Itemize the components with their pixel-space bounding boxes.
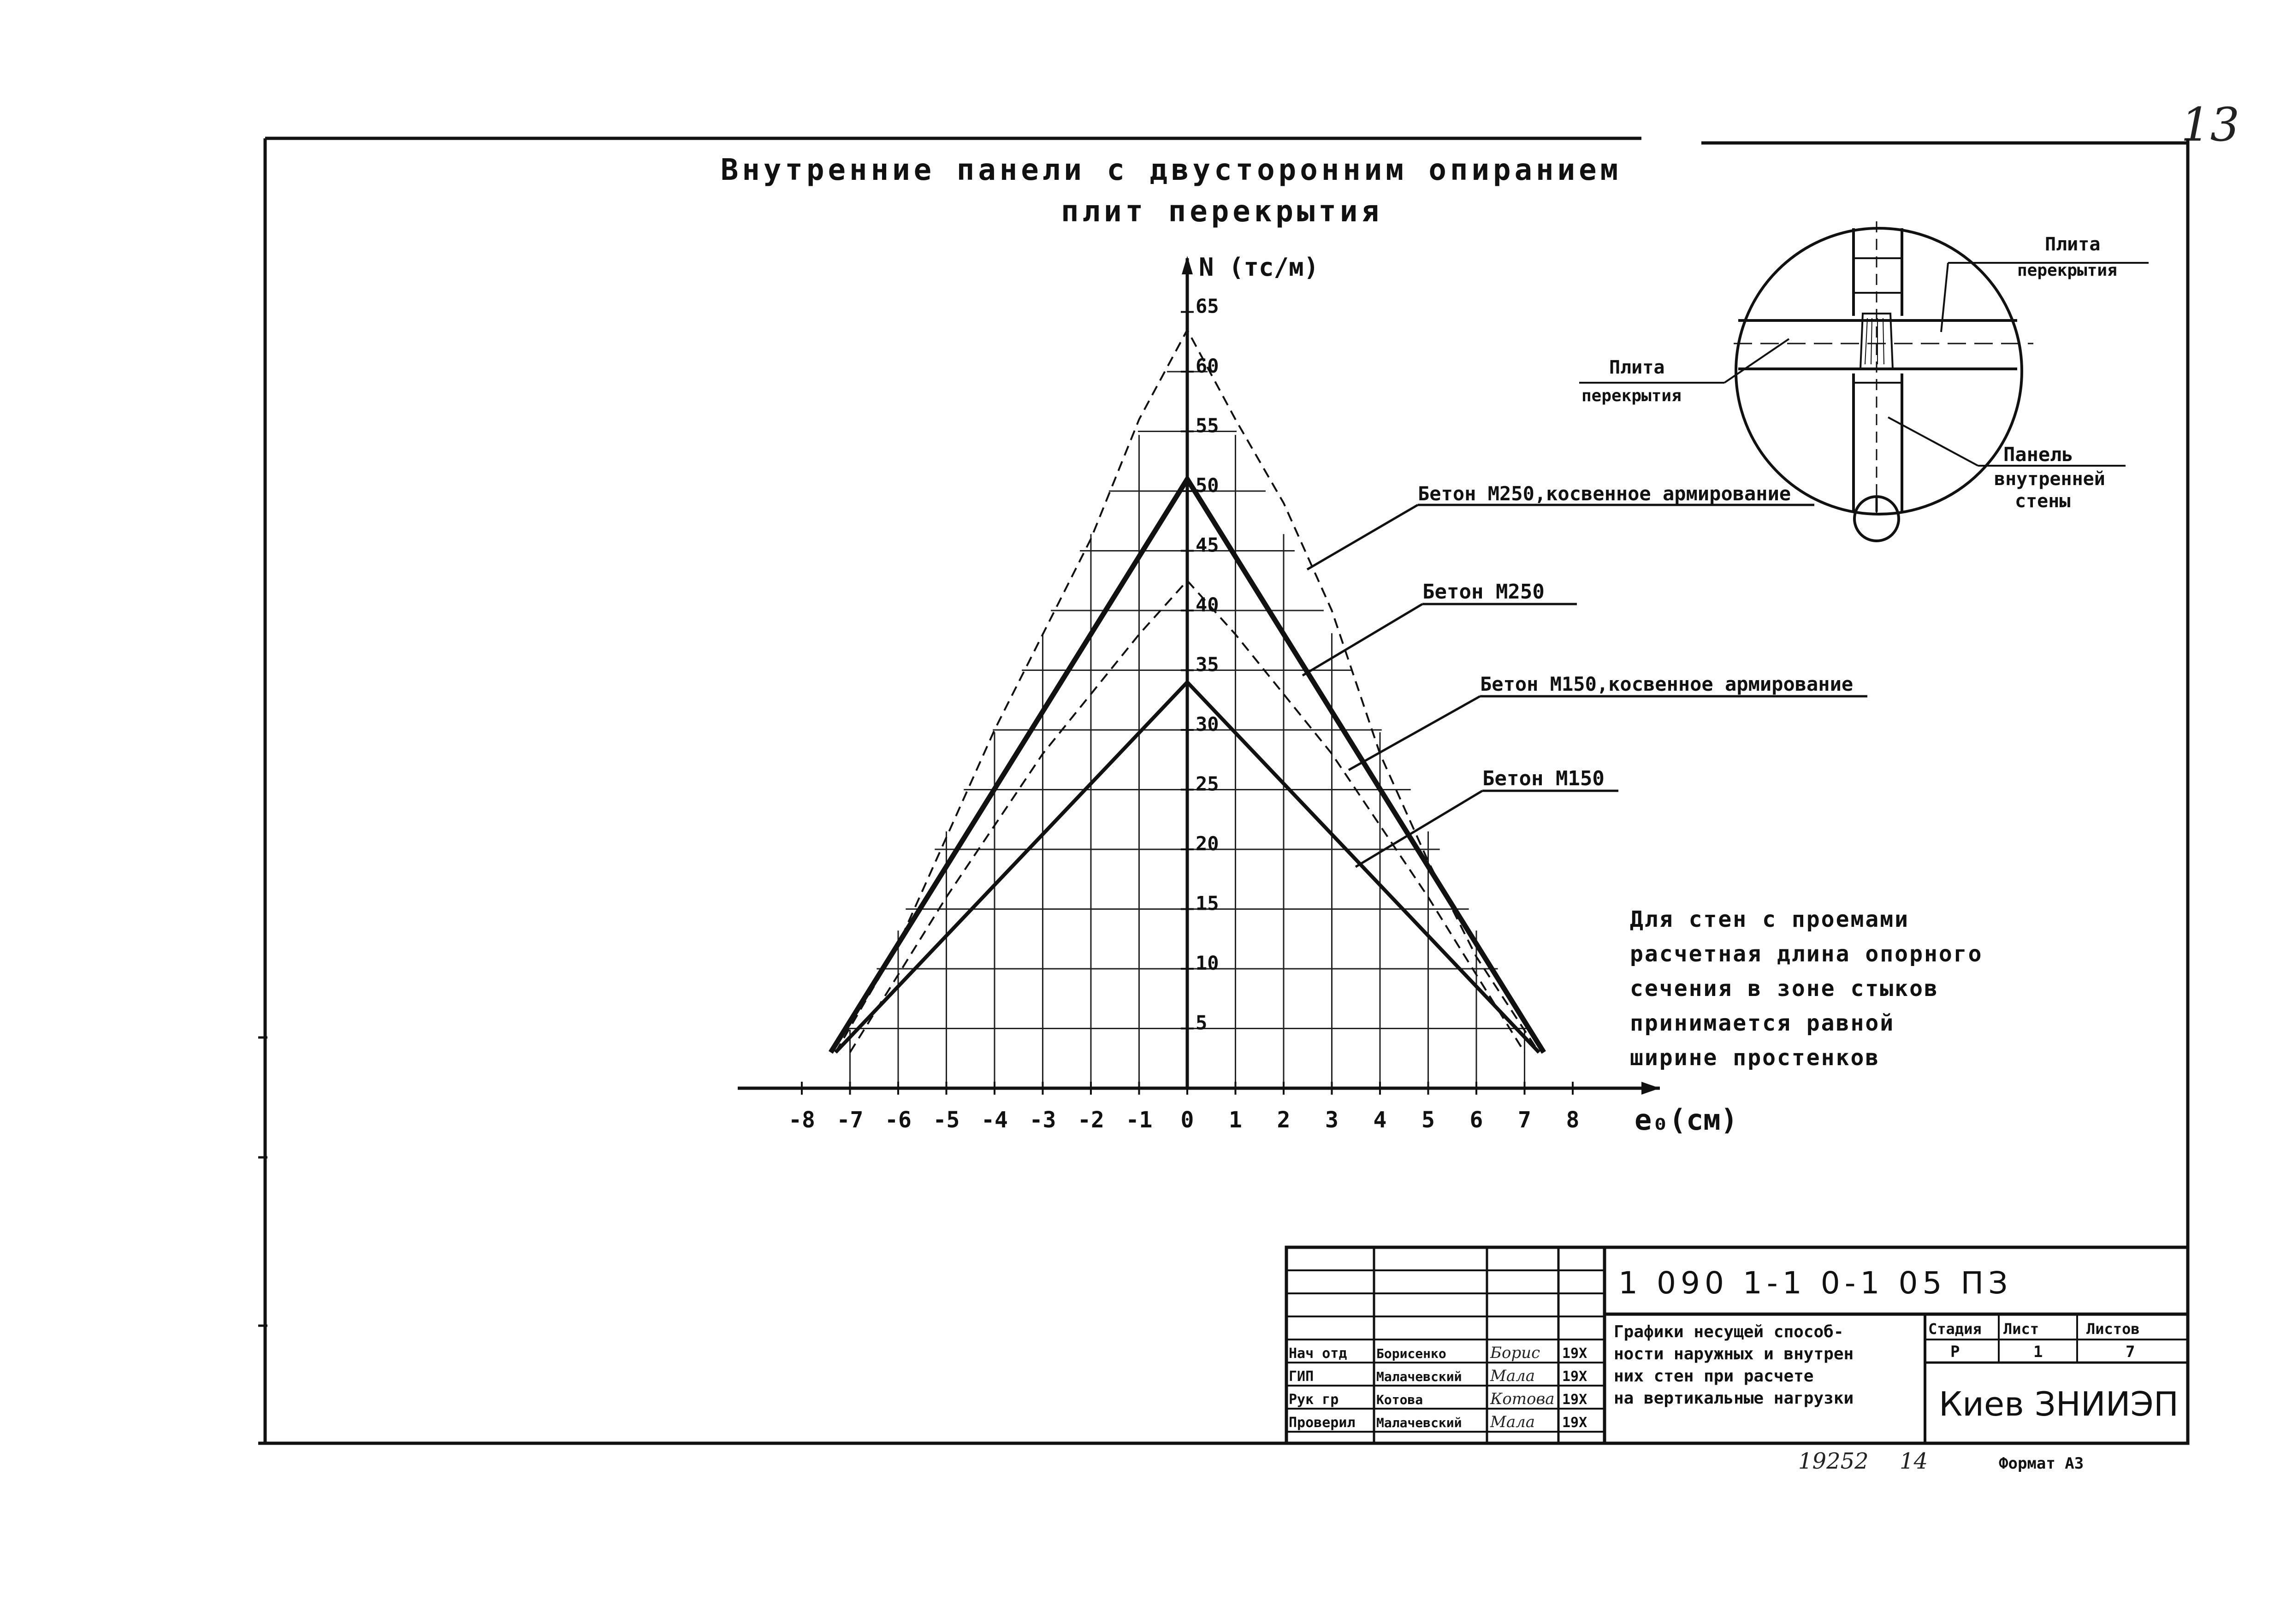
role-name: Малачевский — [1376, 1369, 1462, 1384]
slab-label-right-1: Плита — [2045, 234, 2101, 255]
role-signature: Котова — [1490, 1390, 1555, 1408]
x-tick-label: -1 — [1125, 1107, 1153, 1133]
x-tick-label: 3 — [1325, 1107, 1338, 1133]
document-code: 1 090 1-1 0-1 05 ПЗ — [1618, 1265, 2013, 1301]
y-tick-label: 50 — [1196, 474, 1219, 497]
x-tick-label: -6 — [885, 1107, 912, 1133]
x-tick-label: 6 — [1469, 1107, 1483, 1133]
role-label: Проверил — [1289, 1415, 1356, 1431]
chart-title: Внутренние панели с двусторонним опиранием — [720, 153, 1622, 187]
x-tick-label: -8 — [788, 1107, 815, 1133]
x-axis-arrow — [1641, 1082, 1660, 1095]
note-line: ширине простенков — [1630, 1045, 1880, 1071]
x-tick-label: -5 — [933, 1107, 960, 1133]
series-label: Бетон М150 — [1482, 767, 1605, 790]
inventory-number: 19252 — [1798, 1448, 1869, 1474]
signature-rows — [1289, 1344, 1587, 1431]
role-name: Малачевский — [1376, 1415, 1462, 1430]
x-tick-label: -7 — [836, 1107, 864, 1133]
label-m250 — [1303, 580, 1577, 676]
note-line: расчетная длина опорного — [1630, 941, 1983, 967]
y-tick-label: 10 — [1196, 952, 1219, 974]
format-label: Формат А3 — [1999, 1454, 2084, 1473]
slab-label-left-1: Плита — [1609, 357, 1665, 378]
wall-label-3: стены — [2015, 491, 2071, 512]
description-line: ности наружных и внутрен — [1614, 1345, 1854, 1363]
role-date: 19Х — [1562, 1345, 1587, 1362]
x-tick-label: 1 — [1229, 1107, 1242, 1133]
role-signature: Мала — [1490, 1367, 1535, 1385]
x-tick-label: 8 — [1566, 1107, 1580, 1133]
y-tick-label: 65 — [1196, 295, 1219, 318]
role-date: 19Х — [1562, 1392, 1587, 1408]
role-label: ГИП — [1289, 1369, 1314, 1385]
description-line: Графики несущей способ- — [1614, 1322, 1844, 1341]
series-label: Бетон М150,косвенное армирование — [1480, 673, 1854, 695]
role-label: Рук гр — [1289, 1392, 1339, 1408]
role-signature: Мала — [1490, 1413, 1535, 1431]
wall-label-1: Панель — [2003, 443, 2073, 466]
x-tick-label: -2 — [1078, 1107, 1104, 1133]
label-m250-indirect — [1307, 482, 1814, 569]
stage-value: Р — [1950, 1343, 1960, 1361]
slab-label-left-2: перекрытия — [1581, 386, 1682, 405]
note-line: принимается равной — [1630, 1010, 1895, 1036]
sheet-value: 1 — [2033, 1343, 2043, 1361]
description-line: на вертикальные нагрузки — [1614, 1389, 1854, 1408]
x-tick-label: 0 — [1180, 1107, 1194, 1133]
y-tick-label: 25 — [1196, 772, 1219, 795]
y-tick-label: 15 — [1196, 892, 1219, 915]
slab-label-right-2: перекрытия — [2017, 261, 2117, 280]
note-line: сечения в зоне стыков — [1630, 976, 1939, 1002]
x-tick-label: 4 — [1373, 1107, 1387, 1133]
role-date: 19Х — [1562, 1369, 1587, 1385]
label-m150-indirect — [1349, 673, 1867, 770]
sheets-header: Листов — [2086, 1320, 2140, 1338]
series-label: Бетон М250,косвенное армирование — [1418, 482, 1791, 505]
chart-subtitle: плит перекрытия — [1061, 195, 1383, 229]
sheet-header: Лист — [2003, 1320, 2039, 1338]
role-signature: Борис — [1490, 1344, 1540, 1362]
series-labels — [1303, 482, 1867, 867]
detail-labels — [1581, 234, 2117, 512]
y-axis-label: N (тс/м) — [1199, 253, 1319, 282]
x-tick-label: -4 — [981, 1107, 1008, 1133]
y-axis-arrow — [1182, 256, 1193, 274]
detail-circle — [1736, 228, 2022, 514]
y-tick-label: 30 — [1196, 713, 1219, 735]
role-name: Борисенко — [1376, 1346, 1446, 1361]
note-line: Для стен с проемами — [1630, 907, 1910, 932]
sheets-value: 7 — [2126, 1343, 2135, 1361]
x-tick-label: 5 — [1421, 1107, 1435, 1133]
x-axis-label: e₀(см) — [1635, 1103, 1738, 1137]
y-tick-label: 55 — [1196, 414, 1219, 437]
description-line: них стен при расчете — [1614, 1367, 1814, 1386]
y-tick-label: 20 — [1196, 832, 1219, 855]
title-block-text — [1289, 1265, 2179, 1431]
y-tick-label: 35 — [1196, 653, 1219, 676]
page-number: 13 — [2181, 98, 2240, 152]
note — [1630, 907, 1983, 1071]
y-tick-label: 5 — [1196, 1011, 1208, 1034]
y-tick-label: 40 — [1196, 593, 1219, 616]
chart-ticks — [788, 295, 1579, 1133]
footer-number: 14 — [1900, 1448, 1928, 1474]
role-date: 19Х — [1562, 1415, 1587, 1431]
y-tick-label: 45 — [1196, 533, 1219, 557]
y-tick-label: 60 — [1196, 355, 1219, 377]
x-tick-label: 7 — [1518, 1107, 1531, 1133]
wall-label-2: внутренней — [1994, 468, 2105, 490]
role-name: Котова — [1376, 1392, 1423, 1407]
organization: Киев ЗНИИЭП — [1939, 1385, 2179, 1423]
x-tick-label: 2 — [1277, 1107, 1291, 1133]
x-tick-label: -3 — [1029, 1107, 1056, 1133]
series-label: Бетон М250 — [1422, 580, 1545, 604]
stage-header: Стадия — [1928, 1320, 1982, 1338]
role-label: Нач отд — [1289, 1345, 1347, 1362]
